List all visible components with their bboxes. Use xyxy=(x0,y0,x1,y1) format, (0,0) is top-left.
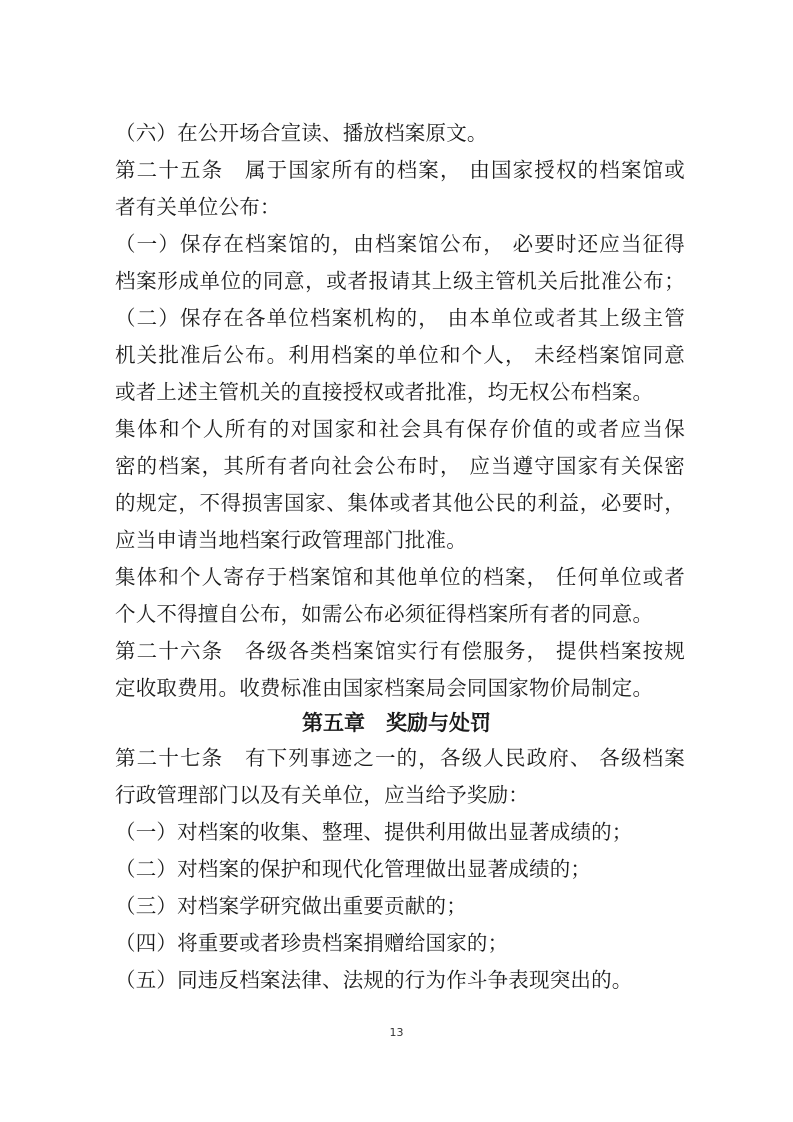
text-line: 密的档案，其所有者向社会公布时， 应当遵守国家有关保密 xyxy=(115,454,685,478)
text-line: （六）在公开场合宣读、播放档案原文。 xyxy=(115,121,488,145)
text-line: 应当申请当地档案行政管理部门批准。 xyxy=(115,528,467,552)
text-line: （四）将重要或者珍贵档案捐赠给国家的； xyxy=(115,931,509,955)
chapter-heading: 第五章 奖励与处罚 xyxy=(302,711,491,735)
text-line: 行政管理部门以及有关单位，应当给予奖励： xyxy=(115,783,529,807)
text-line: （二）对档案的保护和现代化管理做出显著成绩的； xyxy=(115,857,592,881)
text-line: （二）保存在各单位档案机构的， 由本单位或者其上级主管 xyxy=(115,306,685,330)
text-line: 集体和个人寄存于档案馆和其他单位的档案， 任何单位或者 xyxy=(115,565,685,589)
text-line: 第二十七条 有下列事迹之一的，各级人民政府、 各级档案 xyxy=(115,746,685,770)
text-line: 第二十六条 各级各类档案馆实行有偿服务， 提供档案按规 xyxy=(115,639,685,663)
text-line: 第二十五条 属于国家所有的档案， 由国家授权的档案馆或 xyxy=(115,158,685,182)
text-line: 机关批准后公布。利用档案的单位和个人， 未经档案馆同意 xyxy=(115,343,685,367)
text-line: （五）同违反档案法律、法规的行为作斗争表现突出的。 xyxy=(115,968,633,992)
text-line: 者有关单位公布： xyxy=(115,195,281,219)
text-line: （三）对档案学研究做出重要贡献的； xyxy=(115,894,467,918)
page-number: 13 xyxy=(389,1026,404,1039)
text-line: 集体和个人所有的对国家和社会具有保存价值的或者应当保 xyxy=(115,417,685,441)
text-line: 的规定，不得损害国家、集体或者其他公民的利益，必要时， xyxy=(115,491,685,515)
text-line: 个人不得擅自公布，如需公布必须征得档案所有者的同意。 xyxy=(115,602,654,626)
text-line: （一）保存在档案馆的，由档案馆公布， 必要时还应当征得 xyxy=(115,232,685,256)
text-line: （一）对档案的收集、整理、提供利用做出显著成绩的； xyxy=(115,820,633,844)
text-line: 或者上述主管机关的直接授权或者批准，均无权公布档案。 xyxy=(115,380,654,404)
text-line: 档案形成单位的同意，或者报请其上级主管机关后批准公布； xyxy=(115,269,685,293)
text-line: 定收取费用。收费标准由国家档案局会同国家物价局制定。 xyxy=(115,676,654,700)
